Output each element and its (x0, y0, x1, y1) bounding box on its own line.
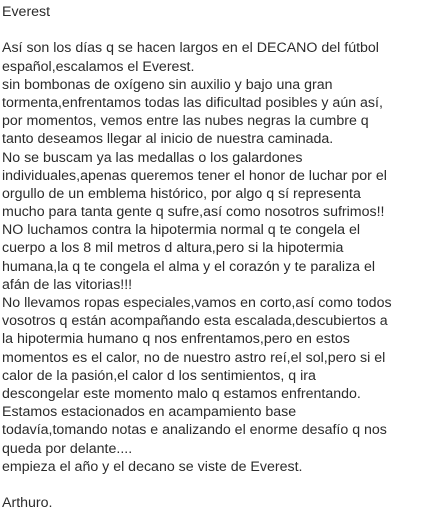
note-line: español,escalamos el Everest. (2, 58, 195, 75)
note-line: la hipotermia humano q nos enfrentamos,pero en estos (2, 331, 350, 348)
note-line: momentos es el calor, no de nuestro astro reí,el sol,pero si el (2, 349, 386, 366)
note-line: tanto deseamos llegar al inicio de nuestra caminada. (2, 131, 334, 148)
note-signature: Arthuro. (2, 495, 53, 512)
note-line: empieza el año y el decano se viste de Everest. (2, 458, 303, 475)
note-title: Everest (2, 4, 51, 20)
note-line: por momentos, vemos entre las nubes negras la cumbre q (2, 113, 369, 130)
note-line: calor de la pasión,el calor d los sentimientos, q ira (2, 367, 316, 384)
note-line: descongelar este momento malo q estamos enfrentando. (2, 385, 361, 402)
note-body (2, 39, 420, 476)
note-line: cuerpo a los 8 mil metros d altura,pero si la hipotermia (2, 240, 344, 257)
note-line: mucho para tanta gente q sufre,así como nosotros sufrimos!! (2, 204, 385, 221)
note-line: No se buscam ya las medallas o los galardones (2, 149, 303, 166)
note-line: queda por delante.... (2, 440, 133, 457)
note-line: Estamos estacionados en acampamiento base (2, 404, 297, 421)
note-line: No llevamos ropas especiales,vamos en corto,así como todos (2, 295, 392, 311)
note-line: NO luchamos contra la hipotermia normal q te congela el (2, 222, 361, 239)
note-line: tormenta,enfrentamos todas las dificultad posibles y aún así, (2, 94, 383, 111)
note-line: Así son los días q se hacen largos en el DECANO del fútbol (2, 40, 379, 57)
note-line: sin bombonas de oxígeno sin auxilio y bajo una gran (2, 76, 333, 93)
note-line: afán de las vitorias!!! (2, 276, 133, 293)
note-line: humana,la q te congela el alma y el corazón y te paraliza el (2, 258, 376, 275)
note-line: vosotros q están acompañando esta escalada,descubiertos a (2, 313, 388, 330)
note-line: individuales,apenas queremos tener el honor de luchar por el (2, 167, 387, 184)
note-line: todavía,tomando notas e analizando el enorme desafío q nos (2, 422, 387, 439)
note-line: orgullo de un emblema histórico, por algo q sí representa (2, 185, 361, 202)
note-document (2, 0, 420, 512)
